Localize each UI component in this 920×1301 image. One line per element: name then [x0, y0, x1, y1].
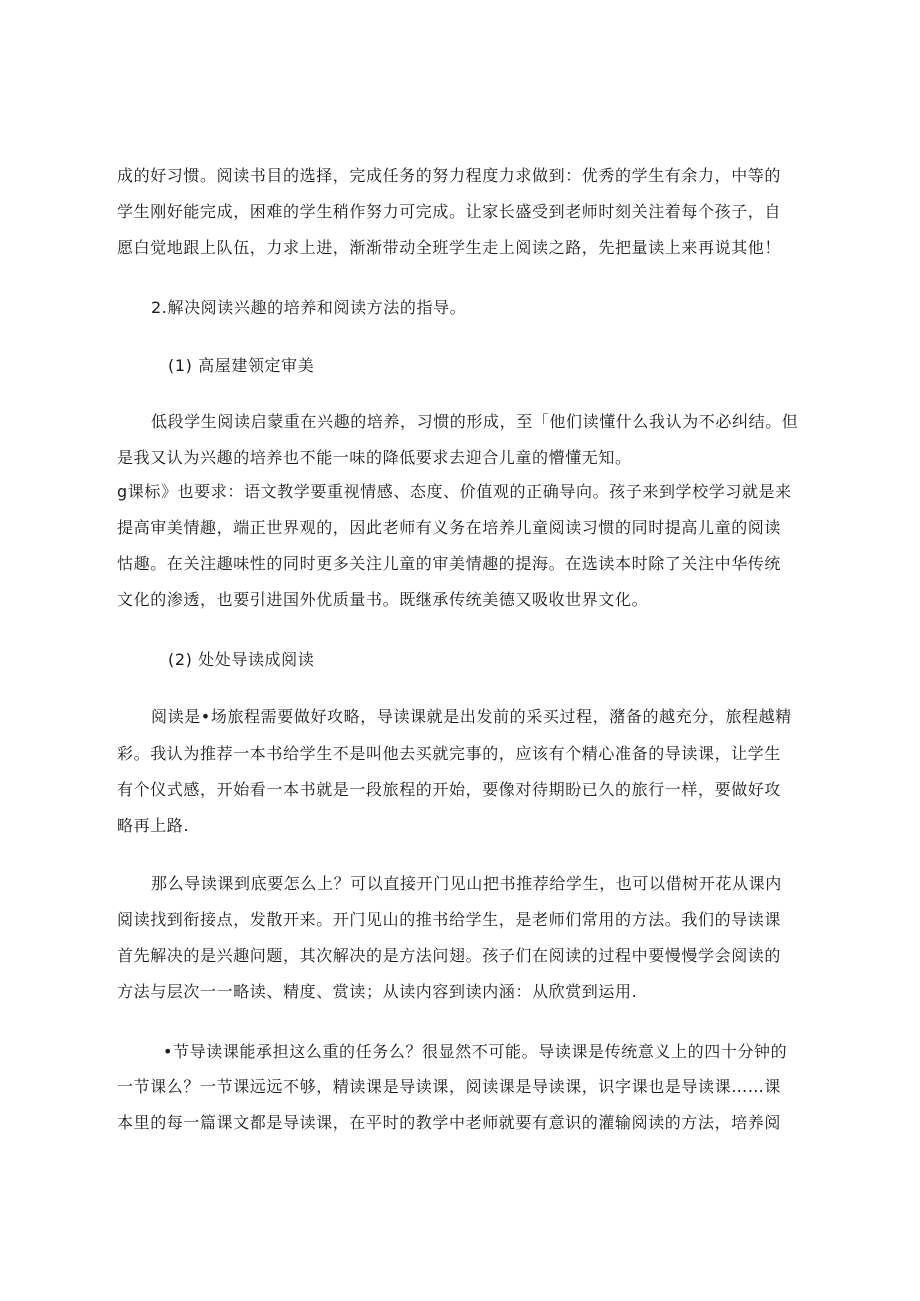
body-text-line: 是我又认为兴趣的培养也不能一味的降低要求去迎合儿童的懵懂无知。: [117, 448, 632, 467]
body-text-line: 本里的每一篇课文都是导读课，在平时的教学中老师就要有意识的灌输阅读的方法，培养阅: [117, 1113, 782, 1132]
body-text-line: 有个仪式感，开始看一本书就是一段旅程的开始，要像对待期盼已久的旅行一样，要做好攻: [117, 780, 782, 799]
subsection-heading: (2) 处处导读成阅读: [168, 650, 315, 669]
body-text-line: 方法与层次一一略读、精度、赏读；从读内容到读内涵：从欣赏到运用.: [117, 982, 638, 1001]
body-text-line: 愿白觉地跟上队伍，力求上进，渐渐带动全班学生走上阅读之路，先把量读上来再说其他！: [117, 238, 782, 257]
body-text-line: 一节课么？一节课远远不够，精读课是导读课，阅读课是导读课，识字课也是导读课……课: [117, 1077, 782, 1096]
body-text-line: g课标》也要求：语文教学要重视情感、态度、价值观的正确导向。孩子来到学校学习就是来: [117, 482, 792, 501]
body-text-line: 阅读是•场旅程需要做好攻略，导读课就是出发前的采买过程，潴备的越充分，旅程越精: [151, 707, 792, 726]
body-text-line: 略再上路.: [117, 816, 190, 835]
body-text-line: 成的好习惯。阅读书目的选择，完成任务的努力程度力求做到：优秀的学生有余力，中等的: [117, 166, 782, 185]
subsection-heading: (1) 高屋建领定审美: [168, 356, 315, 375]
body-text-line: 那么导读课到底要怎么上？可以直接开门见山把书推荐给学生，也可以借树开花从课内: [151, 874, 782, 893]
body-text-line: 文化的渗透，也要引进国外优质量书。既继承传统美德又吸收世界文化。: [117, 590, 649, 609]
body-text-line: 低段学生阅读启蒙重在兴趣的培养，习惯的形成，至「他们读懂什么我认为不必纠结。但: [151, 412, 799, 431]
body-text-line: 怙趣。在关注趣味性的同时更多关注儿童的审美情趣的提海。在选读本时除了关注中华传统: [117, 554, 782, 573]
section-heading: 2.解决阅读兴趣的培养和阅读方法的指导。: [151, 298, 467, 317]
body-text-line: 提高审美情趣，端正世界观的，因此老师有义务在培养儿童阅读习惯的同时提高儿童的阅读: [117, 518, 782, 537]
body-text-line: 学生刚好能完成，困难的学生稍作努力可完成。让家长盛受到老师时刻关注着每个孩子，自: [117, 202, 782, 221]
body-text-line: •节导读课能承担这么重的任务么？很显然不可能。导读课是传统意义上的四十分钟的: [163, 1042, 788, 1061]
body-text-line: 彩。我认为推荐一本书给学生不是叫他去买就完事的，应该有个精心准备的导读课，让学生: [117, 744, 782, 763]
body-text-line: 首先解决的是兴趣问题，其次解决的是方法问翅。孩子们在阅读的过程中要慢慢学会阅读的: [117, 946, 782, 965]
body-text-line: 阅读找到衔接点，发散开来。开门见山的推书给学生，是老师们常用的方法。我们的导读课: [117, 910, 782, 929]
